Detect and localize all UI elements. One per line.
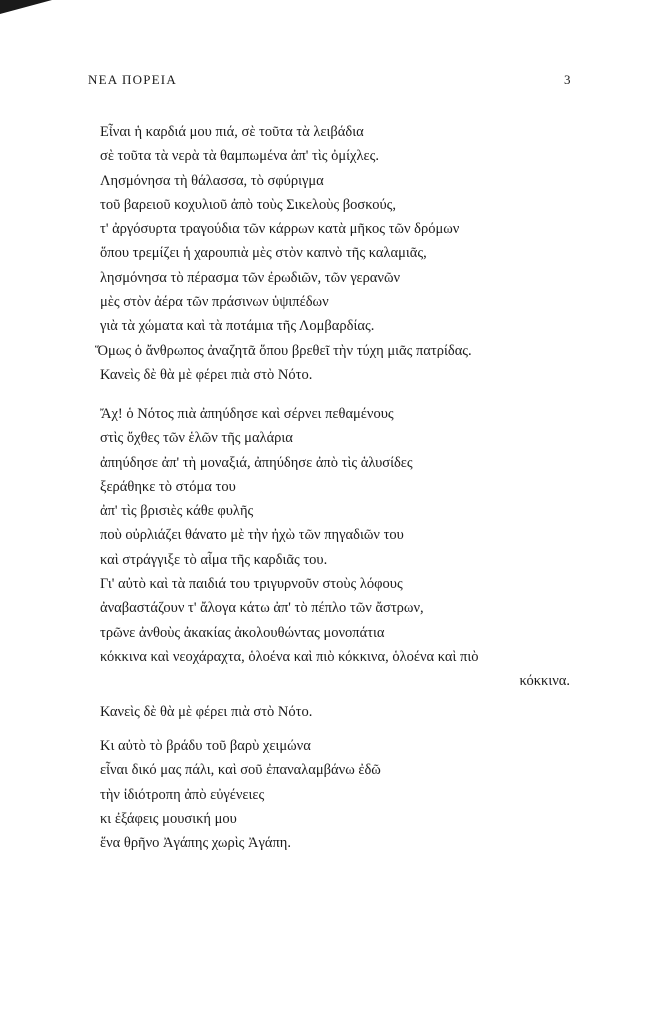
poem-line: γιὰ τὰ χώματα καὶ τὰ ποτάμια τῆς Λομβαρδίας. bbox=[100, 318, 375, 335]
poem-line: τ' ἀργόσυρτα τραγούδια τῶν κάρρων κατὰ μῆκος τῶν δρόμων bbox=[100, 221, 460, 238]
corner-scan-mark bbox=[0, 0, 52, 14]
poem-line: ἕνα θρῆνο Ἀγάπης χωρὶς Ἀγάπη. bbox=[100, 835, 291, 852]
page-number: 3 bbox=[564, 72, 571, 87]
poem-line: μὲς στὸν ἀέρα τῶν πράσινων ὑψιπέδων bbox=[100, 294, 329, 311]
poem-line: Κι αὐτὸ τὸ βράδυ τοῦ βαρὺ χειμώνα bbox=[100, 738, 311, 754]
poem-line: Εἶναι ἡ καρδιά μου πιά, σὲ τοῦτα τὰ λειβάδια bbox=[100, 124, 364, 140]
poem-line-turnover: κόκκινα. bbox=[519, 673, 570, 690]
poem-line: τοῦ βαρειοῦ κοχυλιοῦ ἀπὸ τοὺς Σικελοὺς βοσκούς, bbox=[100, 196, 397, 213]
running-head: ΝΕΑ ΠΟΡΕΙΑ bbox=[88, 72, 177, 87]
poem-line: τὴν ἰδιότροπη ἀπὸ εὐγένειες bbox=[100, 786, 265, 803]
poem-line: Γι' αὐτὸ καὶ τὰ παιδιά του τριγυρνοῦν στοὺς λόφους bbox=[100, 576, 403, 593]
poem-line: Λησμόνησα τὴ θάλασσα, τὸ σφύριγμα bbox=[100, 172, 324, 189]
poem-stanza-1 bbox=[95, 120, 472, 387]
poem-line: ἀπηύδησε ἀπ' τὴ μοναξιά, ἀπηύδησε ἀπὸ τὶς ἁλυσίδες bbox=[100, 454, 413, 471]
poem-line: Κανεὶς δὲ θὰ μὲ φέρει πιὰ στὸ Νότο. bbox=[100, 366, 313, 383]
poem-line: εἶναι δικό μας πάλι, καὶ σοῦ ἐπαναλαμβάνω ἐδῶ bbox=[100, 762, 381, 779]
poem-line: καὶ στράγγιξε τὸ αἷμα τῆς καρδιᾶς του. bbox=[100, 551, 328, 568]
poem-line: σὲ τοῦτα τὰ νερὰ τὰ θαμπωμένα ἀπ' τὶς ὀμίχλες. bbox=[100, 148, 379, 165]
poem-line: ἀπ' τὶς βρισιὲς κάθε φυλῆς bbox=[100, 503, 254, 520]
poem-line: ποὺ οὐρλιάζει θάνατο μὲ τὴν ἠχὼ τῶν πηγαδιῶν του bbox=[100, 527, 404, 544]
poem-stanza-2 bbox=[100, 402, 570, 724]
poem-line: στὶς ὄχθες τῶν ἑλῶν τῆς μαλάρια bbox=[100, 430, 293, 447]
poem-line: ὅπου τρεμίζει ἡ χαρουπιὰ μὲς στὸν καπνὸ τῆς καλαμιᾶς, bbox=[100, 245, 427, 262]
poem-line: λησμόνησα τὸ πέρασμα τῶν ἐρωδιῶν, τῶν γερανῶν bbox=[100, 269, 401, 286]
poem-stanza-3 bbox=[100, 734, 381, 855]
poem-line: τρῶνε ἀνθοὺς ἀκακίας ἀκολουθώντας μονοπάτια bbox=[100, 624, 385, 641]
poem-line: ξεράθηκε τὸ στόμα του bbox=[100, 478, 236, 495]
poem-line: Ὅμως ὁ ἄνθρωπος ἀναζητᾶ ὅπου βρεθεῖ τὴν τύχη μιᾶς πατρίδας. bbox=[95, 342, 472, 359]
poem-line: κι ἐξάφεις μουσική μου bbox=[100, 810, 237, 827]
poem-refrain: Κανεὶς δὲ θὰ μὲ φέρει πιὰ στὸ Νότο. bbox=[100, 703, 313, 720]
poem-line: ἀναβαστάζουν τ' ἄλογα κάτω ἀπ' τὸ πέπλο τῶν ἄστρων, bbox=[100, 600, 424, 617]
poem-line: κόκκινα καὶ νεοχάραχτα, ὁλοένα καὶ πιὸ κόκκινα, ὁλοένα καὶ πιὸ bbox=[100, 648, 479, 665]
poem-line: Ἄχ! ὁ Νότος πιὰ ἀπηύδησε καὶ σέρνει πεθαμένους bbox=[100, 406, 394, 422]
